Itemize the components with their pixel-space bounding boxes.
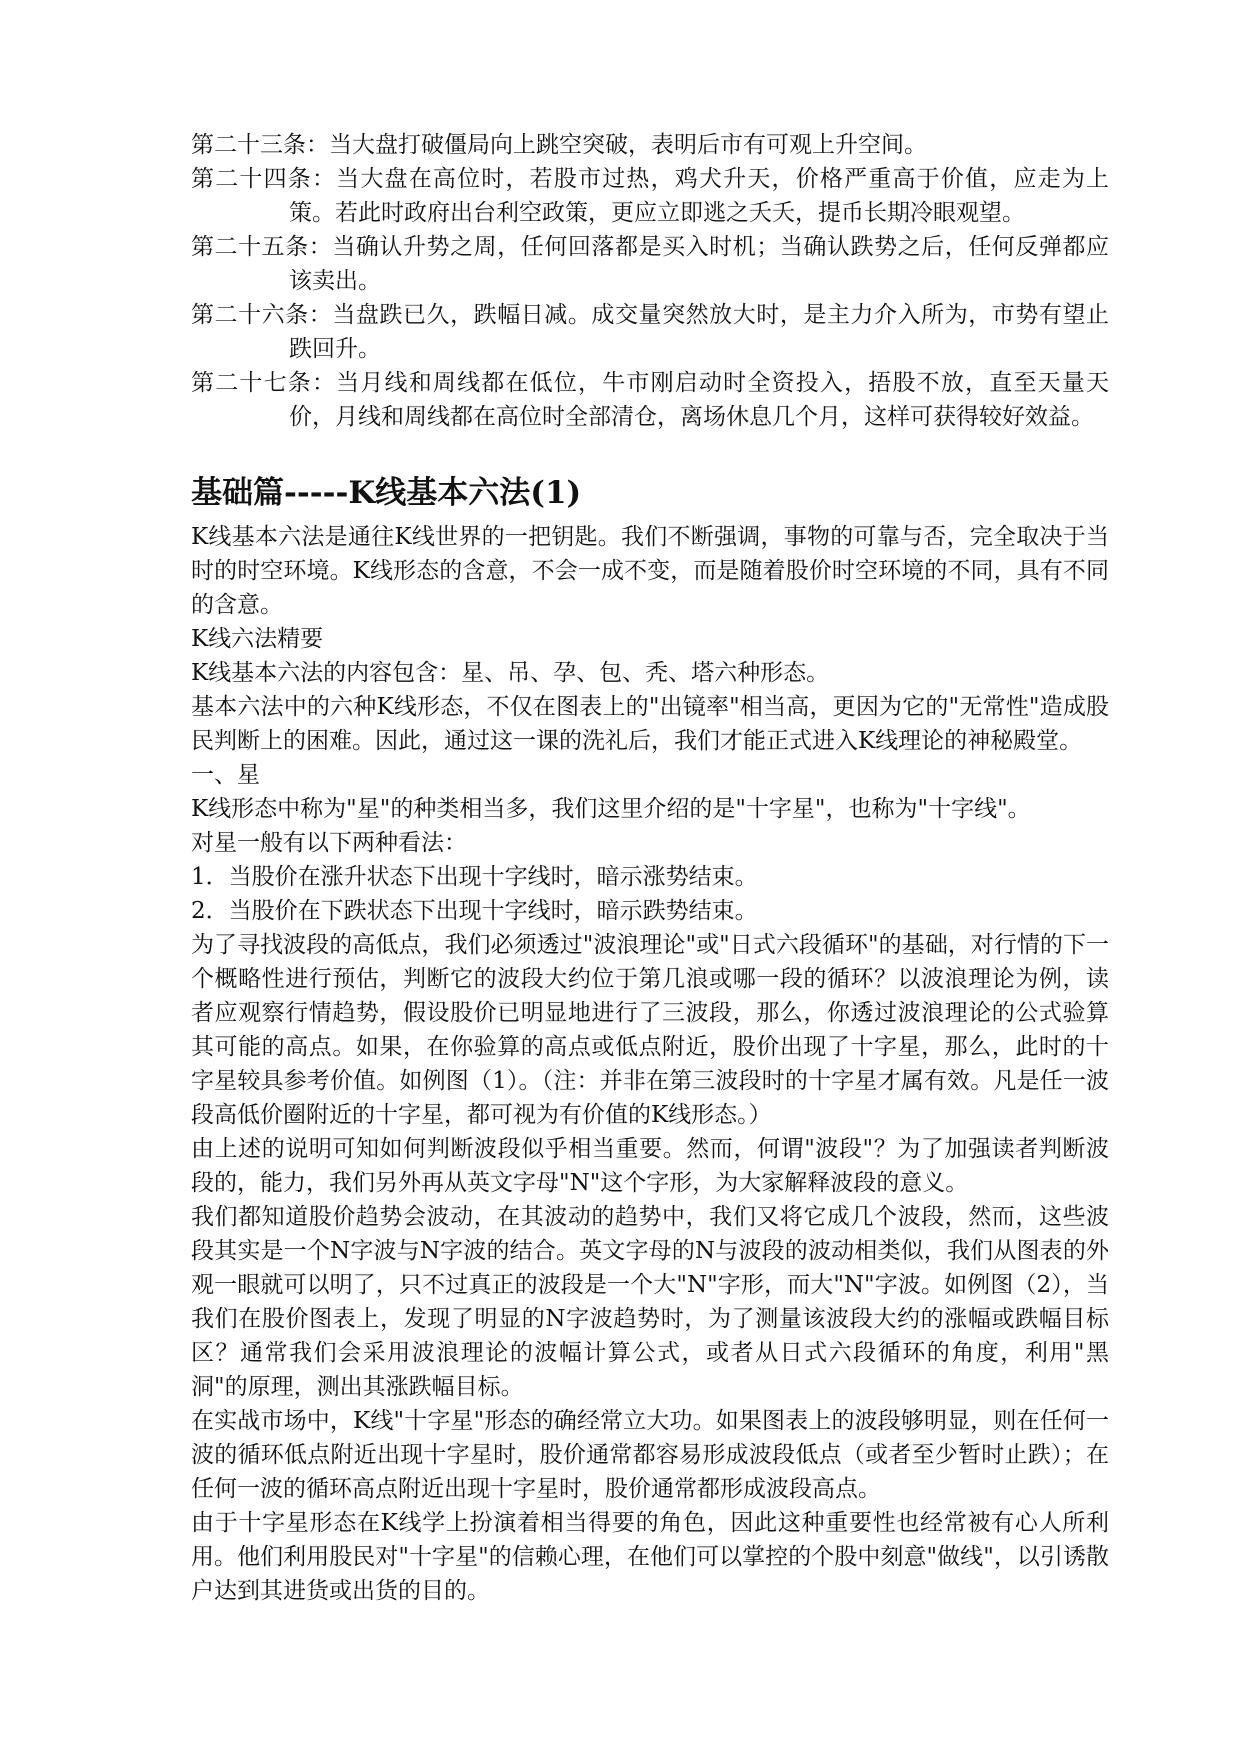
rule-text: 当盘跌已久，跌幅日减。成交量突然放大时，是主力介入所为，市势有望止跌回升。 xyxy=(289,302,1110,362)
rule-text: 当确认升势之周，任何回落都是买入时机；当确认跌势之后，任何反弹都应该卖出。 xyxy=(289,234,1110,294)
paragraph: K线基本六法的内容包含：星、吊、孕、包、秃、塔六种形态。 xyxy=(191,660,830,686)
paragraph: K线六法精要 xyxy=(191,626,324,652)
paragraph: 我们都知道股价趋势会波动，在其波动的趋势中，我们又将它成几个波段，然而，这些波段其实是一个N字波与N字波的结合。英文字母的N与波段的波动相类似，我们从图表的外观一眼就可以明了，只不过真正的波段是一个大"N"字形，而大"N"字波。如例图（2），当我们在股价图表上，发现了明显的N字波趋势时，为了测量该波段大约的涨幅或跌幅目标区？通常我们会采用波浪理论的波幅计算公式，或者从日式六段循环的角度，利用"黑洞"的原理，测出其涨跌幅目标。 xyxy=(191,1204,1109,1400)
rule-number: 第二十五条： xyxy=(191,234,333,260)
rule-number: 第二十三条： xyxy=(191,132,329,158)
section-title: 基础篇-----K线基本六法(1) xyxy=(191,475,582,511)
rule-item xyxy=(191,128,1109,162)
rule-number: 第二十四条： xyxy=(191,166,337,192)
rule-text: 当大盘打破僵局向上跳空突破，表明后市有可观上升空间。 xyxy=(329,132,927,158)
paragraph: 为了寻找波段的高低点，我们必须透过"波浪理论"或"日式六段循环"的基础，对行情的下一个概略性进行预估，判断它的波段大约位于第几浪或哪一段的循环？以波浪理论为例，读者应观察行情趋势，假设股价已明显地进行了三波段，那么，你透过波浪理论的公式验算其可能的高点。如果，在你验算的高点或低点附近，股价出现了十字星，那么，此时的十字星较具参考价值。如例图（1）。（注：并非在第三波段时的十字星才属有效。凡是任一波段高低价圈附近的十字星，都可视为有价值的K线形态。） xyxy=(191,932,1109,1128)
paragraph: 对星一般有以下两种看法： xyxy=(191,830,467,856)
paragraph: K线基本六法是通往K线世界的一把钥匙。我们不断强调，事物的可靠与否，完全取决于当时的时空环境。K线形态的含意，不会一成不变，而是随着股价时空环境的不同，具有不同的含意。 xyxy=(191,524,1109,618)
rule-text: 当月线和周线都在低位，牛市刚启动时全资投入，捂股不放，直至天量天价，月线和周线都在高位时全部清仓，离场休息几个月，这样可获得较好效益。 xyxy=(289,370,1110,430)
paragraph: 1．当股价在涨升状态下出现十字线时，暗示涨势结束。 xyxy=(191,864,758,890)
rule-item xyxy=(191,162,1109,230)
paragraph: K线形态中称为"星"的种类相当多，我们这里介绍的是"十字星"，也称为"十字线"。 xyxy=(191,796,1031,822)
section-body xyxy=(191,520,1109,1608)
rule-number: 第二十六条： xyxy=(191,302,333,328)
paragraph: 2．当股价在下跌状态下出现十字线时，暗示跌势结束。 xyxy=(191,898,758,924)
rule-text: 当大盘在高位时，若股市过热，鸡犬升天，价格严重高于价值，应走为上策。若此时政府出台利空政策，更应立即逃之夭夭，提币长期冷眼观望。 xyxy=(289,166,1110,226)
document-page xyxy=(191,128,1109,1608)
rule-item xyxy=(191,298,1109,366)
rules-list xyxy=(191,128,1109,434)
rule-item xyxy=(191,230,1109,298)
paragraph: 在实战市场中，K线"十字星"形态的确经常立大功。如果图表上的波段够明显，则在任何一波的循环低点附近出现十字星时，股价通常都容易形成波段低点（或者至少暂时止跌）；在任何一波的循环高点附近出现十字星时，股价通常都形成波段高点。 xyxy=(191,1408,1109,1502)
paragraph: 由于十字星形态在K线学上扮演着相当得要的角色，因此这种重要性也经常被有心人所利用。他们利用股民对"十字星"的信赖心理，在他们可以掌控的个股中刻意"做线"，以引诱散户达到其进货或出货的目的。 xyxy=(191,1510,1109,1604)
paragraph: 由上述的说明可知如何判断波段似乎相当重要。然而，何谓"波段"？为了加强读者判断波段的，能力，我们另外再从英文字母"N"这个字形，为大家解释波段的意义。 xyxy=(191,1136,1109,1196)
paragraph: 一、星 xyxy=(191,762,260,788)
rule-item xyxy=(191,366,1109,434)
rule-number: 第二十七条： xyxy=(191,370,337,396)
paragraph: 基本六法中的六种K线形态，不仅在图表上的"出镜率"相当高，更因为它的"无常性"造成股民判断上的困难。因此，通过这一课的洗礼后，我们才能正式进入K线理论的神秘殿堂。 xyxy=(191,694,1109,754)
